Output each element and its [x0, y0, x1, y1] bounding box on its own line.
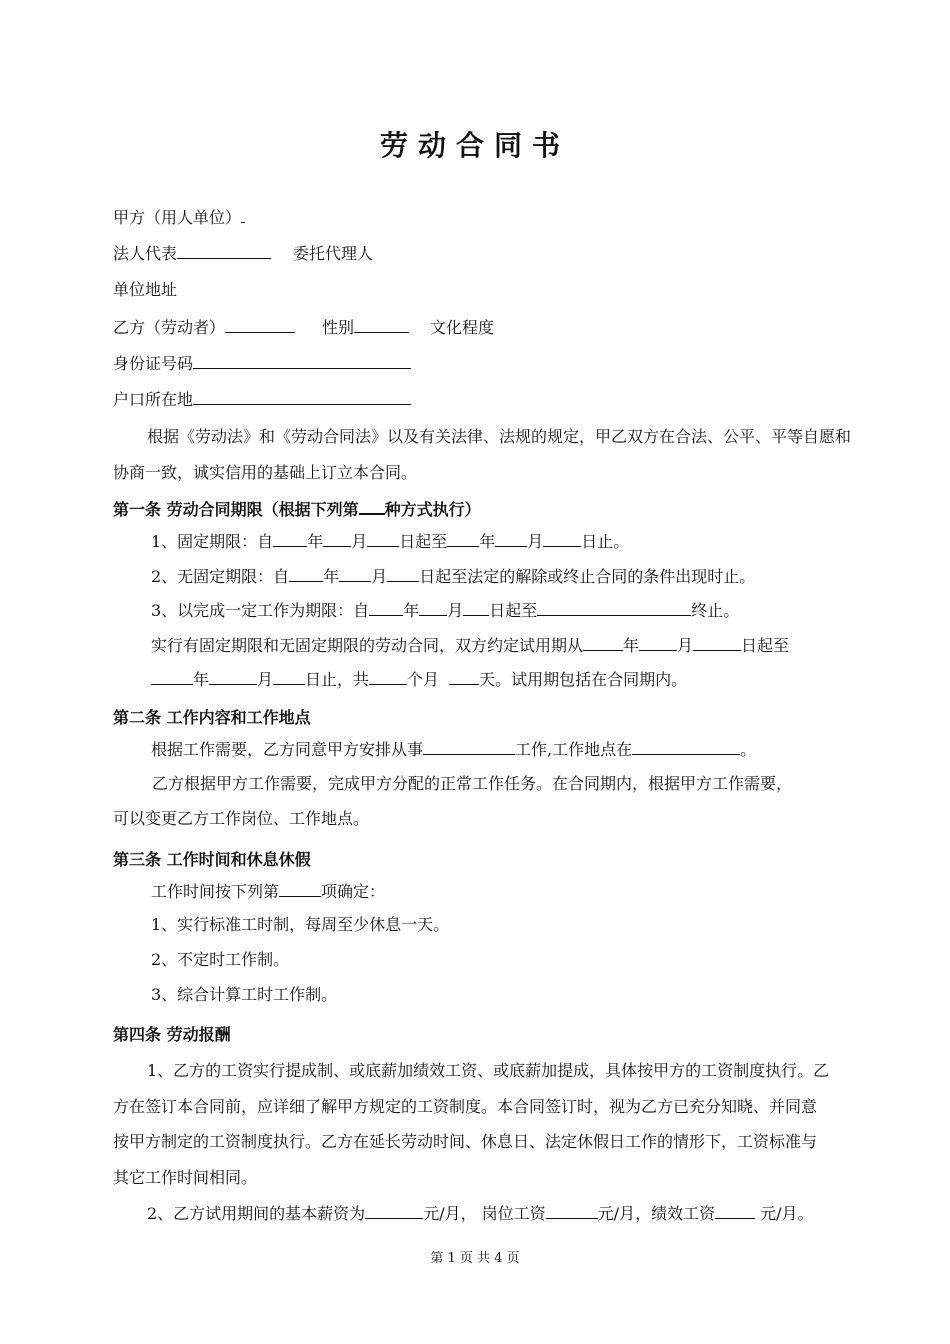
- party-b-line: [113, 316, 494, 339]
- text: 年: [323, 567, 340, 586]
- party-a-blank[interactable]: [241, 206, 245, 223]
- text: 元/月， 岗位工资: [423, 1204, 546, 1223]
- text: 工作,工作地点在: [515, 740, 633, 759]
- text: 月: [447, 601, 464, 620]
- text: 。: [740, 740, 757, 759]
- party-b-label: 乙方（劳动者）: [113, 318, 226, 337]
- art2-para-2b: 可以变更乙方工作岗位、工作地点。: [113, 809, 370, 828]
- workplace-blank[interactable]: [632, 738, 740, 755]
- text: 日止。: [581, 532, 630, 551]
- post-salary-blank[interactable]: [546, 1202, 598, 1219]
- text: 终止。: [691, 601, 740, 620]
- text: 年: [403, 601, 420, 620]
- blank[interactable]: [369, 668, 407, 685]
- agent-label: 委托代理人: [293, 244, 374, 263]
- blank[interactable]: [273, 668, 305, 685]
- legal-rep-label: 法人代表: [113, 244, 178, 263]
- blank[interactable]: [537, 599, 691, 616]
- art4-para-1d: 其它工作时间相同。: [113, 1168, 258, 1187]
- gender-label: 性别: [322, 318, 355, 337]
- hukou-blank[interactable]: [193, 388, 411, 405]
- art2-para-2a: 乙方根据甲方工作需要，完成甲方分配的正常工作任务。在合同期内，根据甲方工作需要，: [152, 774, 793, 793]
- text: 月: [257, 670, 274, 689]
- performance-salary-blank[interactable]: [715, 1202, 755, 1219]
- hukou-line: [113, 388, 411, 411]
- blank[interactable]: [447, 530, 479, 547]
- article-2-heading: 第二条 工作内容和工作地点: [113, 708, 311, 727]
- text: 年: [307, 532, 324, 551]
- blank[interactable]: [289, 565, 323, 582]
- gender-blank[interactable]: [354, 316, 409, 333]
- text: 年: [193, 670, 210, 689]
- address-label: 单位地址: [113, 280, 178, 299]
- art1-item-2: [151, 565, 755, 588]
- intro-line-1: 根据《劳动法》和《劳动合同法》以及有关法律、法规的规定，甲乙双方在合法、公平、平等自愿和: [147, 427, 852, 446]
- art3-item-3: 3、综合计算工时工作制。: [151, 985, 338, 1004]
- art3-item-2: 2、不定时工作制。: [151, 950, 290, 969]
- text: 日起至: [741, 636, 790, 655]
- base-salary-blank[interactable]: [365, 1202, 423, 1219]
- text: 2、无固定期限：自: [151, 567, 290, 586]
- blank[interactable]: [543, 530, 581, 547]
- article-1-heading: [113, 497, 481, 521]
- blank[interactable]: [369, 599, 403, 616]
- text: 月: [371, 567, 388, 586]
- text: 日起至法定的解除或终止合同的条件出现时止。: [419, 567, 756, 586]
- page-footer: 第 1 页 共 4 页: [430, 1251, 520, 1266]
- intro-line-2: 协商一致，诚实信用的基础上订立本合同。: [113, 463, 418, 482]
- text: 月: [351, 532, 368, 551]
- id-no-label: 身份证号码: [113, 354, 194, 373]
- text: 月: [527, 532, 544, 551]
- text: 日起至: [489, 601, 538, 620]
- art1-probation-2: [151, 668, 687, 691]
- blank[interactable]: [463, 599, 489, 616]
- party-a-line: [113, 206, 245, 229]
- text: 元/月，绩效工资: [597, 1204, 716, 1223]
- job-blank[interactable]: [423, 738, 515, 755]
- text: 2、乙方试用期间的基本薪资为: [147, 1204, 366, 1223]
- document-title: 劳动合同书: [379, 129, 570, 162]
- id-no-blank[interactable]: [193, 352, 411, 369]
- blank[interactable]: [495, 530, 527, 547]
- text: 年: [623, 636, 640, 655]
- blank[interactable]: [693, 634, 741, 651]
- legal-rep-line: [113, 242, 373, 265]
- text: 3、以完成一定工作为期限：自: [151, 601, 370, 620]
- article-4-heading: 第四条 劳动报酬: [113, 1025, 231, 1044]
- item-blank[interactable]: [279, 880, 321, 897]
- text: 元/月。: [755, 1204, 814, 1223]
- article-3-heading: 第三条 工作时间和休息休假: [113, 850, 311, 869]
- legal-rep-blank[interactable]: [177, 242, 271, 259]
- text: 工作时间按下列第: [151, 882, 280, 901]
- art2-para-1: [151, 738, 756, 761]
- text: 项确定：: [321, 882, 386, 901]
- text: 个月: [407, 670, 440, 689]
- blank[interactable]: [209, 668, 257, 685]
- blank[interactable]: [151, 668, 193, 685]
- article-1-heading-a: 第一条 劳动合同期限（根据下列第: [113, 500, 359, 519]
- blank[interactable]: [449, 668, 479, 685]
- art3-item-1: 1、实行标准工时制，每周至少休息一天。: [151, 915, 450, 934]
- method-blank[interactable]: [359, 497, 385, 515]
- art1-item-3: [151, 599, 739, 622]
- art3-para-1: [151, 880, 385, 903]
- article-1-heading-b: 种方式执行）: [384, 500, 481, 519]
- text: 日起至: [399, 532, 448, 551]
- blank[interactable]: [387, 565, 419, 582]
- text: 根据工作需要，乙方同意甲方安排从事: [151, 740, 424, 759]
- blank[interactable]: [583, 634, 623, 651]
- blank[interactable]: [367, 530, 399, 547]
- text: 天。试用期包括在合同期内。: [479, 670, 688, 689]
- blank[interactable]: [419, 599, 447, 616]
- blank[interactable]: [273, 530, 307, 547]
- hukou-label: 户口所在地: [113, 390, 194, 409]
- blank[interactable]: [323, 530, 351, 547]
- text: 1、固定期限：自: [151, 532, 274, 551]
- education-label: 文化程度: [430, 318, 495, 337]
- address-line: [113, 279, 177, 301]
- art1-probation-1: [151, 634, 789, 657]
- art4-para-2: [147, 1202, 814, 1225]
- text: 月: [677, 636, 694, 655]
- id-no-line: [113, 352, 411, 375]
- art4-para-1a: 1、乙方的工资实行提成制、或底薪加绩效工资、或底薪加提成，具体按甲方的工资制度执行。乙: [147, 1061, 830, 1080]
- text: 日止，共: [305, 670, 370, 689]
- art1-item-1: [151, 530, 629, 553]
- party-a-label: 甲方（用人单位）: [113, 208, 242, 227]
- art4-para-1c: 按甲方制定的工资制度执行。乙方在延长劳动时间、休息日、法定休假日工作的情形下，工资标准与: [113, 1132, 818, 1151]
- blank[interactable]: [339, 565, 371, 582]
- blank[interactable]: [639, 634, 677, 651]
- text: 实行有固定期限和无固定期限的劳动合同，双方约定试用期从: [151, 636, 584, 655]
- text: 年: [479, 532, 496, 551]
- party-b-blank[interactable]: [225, 316, 295, 333]
- art4-para-1b: 方在签订本合同前，应详细了解甲方规定的工资制度。本合同签订时，视为乙方已充分知晓、并同意: [113, 1097, 818, 1116]
